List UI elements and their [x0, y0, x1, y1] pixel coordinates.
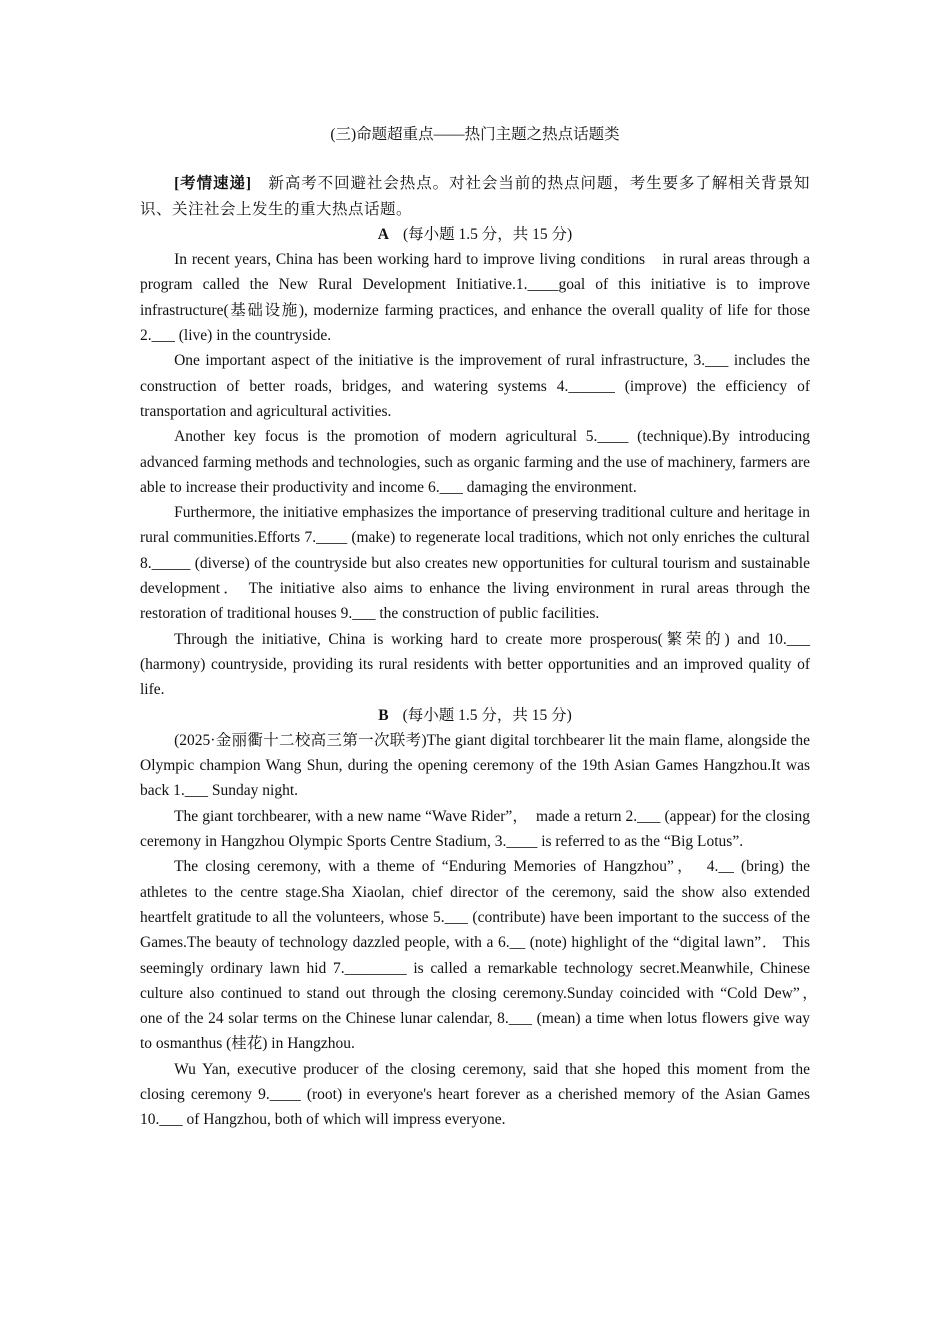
section-a-paragraph: Another key focus is the promotion of modern agricultural 5.____ (technique).By introducing advanced farming methods and technologies, such as organic farming and the use of machinery, farmers are able to increase their productivity and income 6.___ damaging the environment.	[140, 428, 810, 496]
section-a-letter: A	[377, 225, 389, 243]
section-a-paragraph: In recent years, China has been working hard to improve living conditions in rural areas through a program called the New Rural Development Initiative.1.____goal of this initiative is to improve infrastructure(基础设施), modernize farming practices, and enhance the overall quality of life for those 2.___ (live) in the countryside.	[140, 251, 810, 345]
section-b-paragraph: (2025·金丽衢十二校高三第一次联考)The giant digital torchbearer lit the main flame, alongside the Olympic champion Wang Shun, during the opening ceremony of the 19th Asian Games Hangzhou.It was back 1.___ Sunday night.	[140, 731, 810, 800]
intro-text: 新高考不回避社会热点。对社会当前的热点问题，考生要多了解相关背景知识、关注社会上发生的重大热点话题。	[140, 175, 810, 218]
section-a-paragraph: Furthermore, the initiative emphasizes the importance of preserving traditional culture and heritage in rural communities.Efforts 7.____ (make) to regenerate local traditions, which not only enriches the cultural 8._____ (diverse) of the countryside but also creates new opportunities for cultural tourism and sustainable development． The initiative also aims to enhance the living environment in rural areas through the restoration of traditional houses 9.___ the construction of public facilities.	[140, 504, 810, 623]
section-b-scoring: (每小题 1.5 分，共 15 分)	[402, 706, 572, 724]
section-a-heading	[140, 222, 810, 247]
section-a-scoring: (每小题 1.5 分，共 15 分)	[403, 225, 573, 243]
intro-paragraph	[140, 171, 810, 222]
section-a-paragraph: Through the initiative, China is working hard to create more prosperous(繁荣的) and 10.___ (harmony) countryside, providing its rural residents with better opportunities and an improved quality of life.	[140, 630, 810, 699]
page-title: (三)命题超重点——热门主题之热点话题类	[330, 126, 620, 143]
section-b-paragraph: The closing ceremony, with a theme of “Enduring Memories of Hangzhou”， 4.__ (bring) the athletes to the centre stage.Sha Xiaolan, chief director of the ceremony, said the show also extended heartfelt gratitude to all the volunteers, whose 5.___ (contribute) have been important to the success of the Games.The beauty of technology dazzled people, with a 6.__ (note) highlight of the “digital lawn”． This seemingly ordinary lawn hid 7.________ is called a remarkable technology secret.Meanwhile, Chinese culture also continued to stand out through the closing ceremony.Sunday coincided with “Cold Dew”， one of the 24 solar terms on the Chinese lunar calendar, 8.___ (mean) a time when lotus flowers give way to osmanthus (桂花) in Hangzhou.	[140, 858, 826, 1053]
intro-tag: [考情速递]	[174, 175, 252, 193]
document-page	[140, 122, 826, 1133]
section-a-paragraph: One important aspect of the initiative is the improvement of rural infrastructure, 3.___ includes the construction of better roads, bridges, and watering systems 4.______ (improve) the efficiency of transportation and agricultural activities.	[140, 352, 810, 420]
section-b-letter: B	[378, 706, 389, 724]
section-b-paragraph: The giant torchbearer, with a new name “Wave Rider”， made a return 2.___ (appear) for the closing ceremony in Hangzhou Olympic Sports Centre Stadium, 3.____ is referred to as the “Big Lotus”.	[140, 807, 810, 851]
section-b-heading	[140, 703, 810, 728]
section-b-paragraph: Wu Yan, executive producer of the closing ceremony, said that she hoped this moment from the closing ceremony 9.____ (root) in everyone's heart forever as a cherished memory of the Asian Games 10.___ of Hangzhou, both of which will impress everyone.	[140, 1060, 810, 1129]
